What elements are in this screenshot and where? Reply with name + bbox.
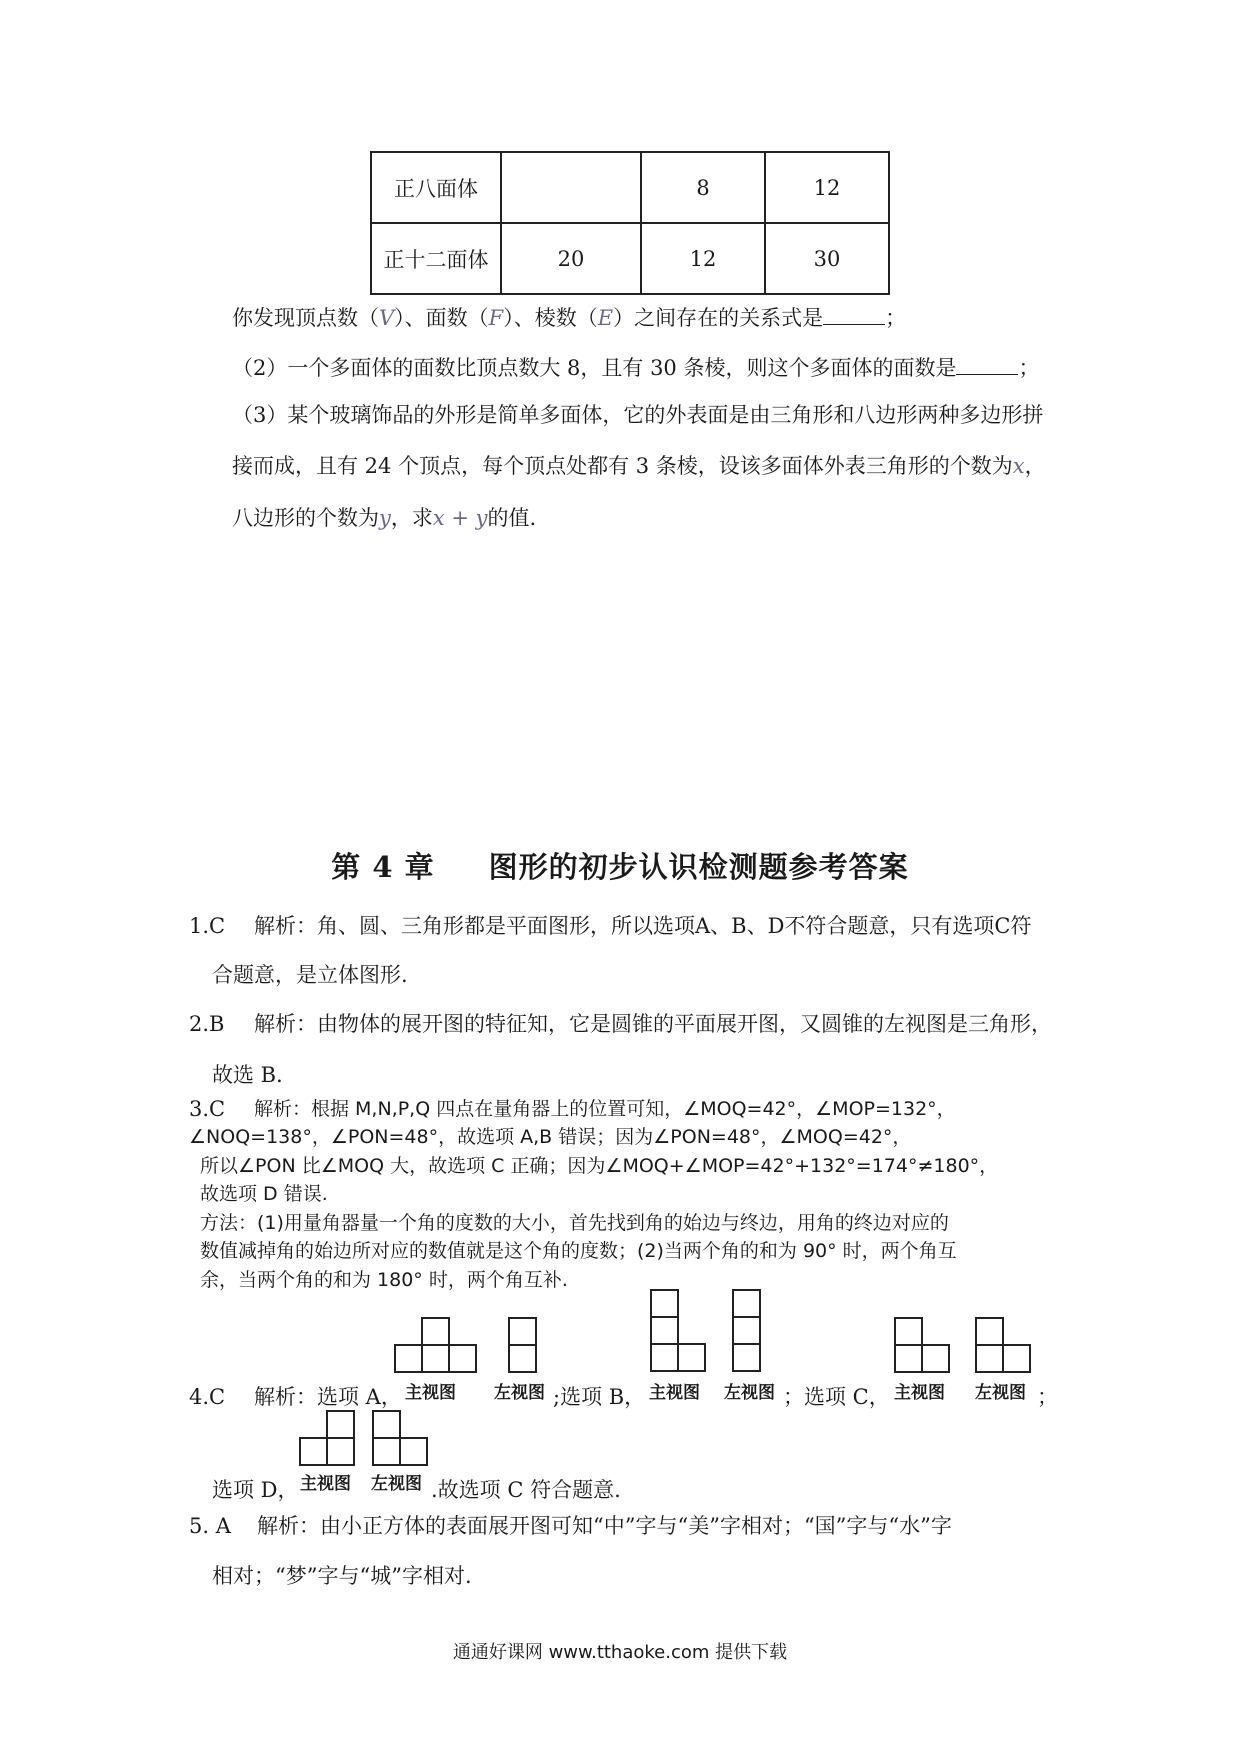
q3-text: ， bbox=[1024, 454, 1046, 478]
math-x-plus-y: x + y bbox=[432, 506, 488, 530]
math-v: V bbox=[379, 306, 395, 330]
q3-text: 接而成，且有 24 个顶点，每个顶点处都有 3 条棱，设该多面体外表三角形的个数为 bbox=[232, 454, 1013, 478]
question-3-line-3 bbox=[232, 504, 536, 532]
q3-text: ，求 bbox=[390, 506, 433, 530]
answer-5-line-2: 相对；“梦”字与“城”字相对. bbox=[212, 1564, 472, 1588]
option-c-left-view bbox=[975, 1317, 1031, 1373]
q1-text: ； bbox=[885, 306, 907, 330]
option-a-main-label: 主视图 bbox=[405, 1383, 456, 1403]
answer-3-method-3: 余，当两个角的和为 180° 时，两个角互补. bbox=[200, 1269, 568, 1291]
answer-3-method-2: 数值减掉角的始边所对应的数值就是这个角的度数；(2)当两个角的和为 90° 时，两个角互 bbox=[200, 1240, 957, 1262]
option-d-left-label: 左视图 bbox=[371, 1474, 422, 1494]
option-c-main-label: 主视图 bbox=[894, 1383, 945, 1403]
answer-4-sep-c: ；选项 C， bbox=[783, 1385, 890, 1409]
q1-text: ）、棱数（ bbox=[503, 306, 598, 330]
option-b-main-label: 主视图 bbox=[649, 1383, 700, 1403]
answer-4-sep-b: ;选项 B， bbox=[553, 1385, 646, 1409]
option-c-main-view bbox=[894, 1317, 950, 1373]
answer-1-line-1: 解析：角、圆、三角形都是平面图形，所以选项A、B、D不符合题意，只有选项C符 bbox=[254, 914, 1032, 938]
q1-text: ）、面数（ bbox=[394, 306, 489, 330]
answer-4-label: 解析：选项 A， bbox=[254, 1385, 402, 1409]
table-cell: 12 bbox=[765, 152, 889, 223]
answer-2-line-1: 解析：由物体的展开图的特征知，它是圆锥的平面展开图，又圆锥的左视图是三角形， bbox=[254, 1012, 1052, 1036]
table-cell: 正十二面体 bbox=[371, 223, 501, 294]
option-a-left-label: 左视图 bbox=[494, 1383, 545, 1403]
answer-3-method-1: 方法：(1)用量角器量一个角的度数的大小，首先找到角的始边与终边，用角的终边对应的 bbox=[200, 1212, 949, 1234]
q1-text: 你发现顶点数（ bbox=[232, 306, 379, 330]
answer-4-sep-end: ； bbox=[1037, 1385, 1058, 1409]
q3-text: 的值. bbox=[487, 506, 537, 530]
page-title bbox=[0, 845, 1240, 886]
answer-blank bbox=[956, 352, 1018, 375]
table-cell: 8 bbox=[641, 152, 765, 223]
option-d-left-view bbox=[372, 1410, 428, 1466]
table-row bbox=[371, 223, 889, 294]
q2-text: （2）一个多面体的面数比顶点数大 8，且有 30 条棱，则这个多面体的面数是 bbox=[232, 356, 957, 380]
table-row bbox=[371, 152, 889, 223]
answer-1-number: 1.C bbox=[189, 914, 226, 938]
option-d-main-label: 主视图 bbox=[300, 1474, 351, 1494]
option-c-left-label: 左视图 bbox=[975, 1383, 1026, 1403]
math-y: y bbox=[379, 506, 391, 530]
question-3-line-1: （3）某个玻璃饰品的外形是简单多面体，它的外表面是由三角形和八边形两种多边形拼 bbox=[232, 403, 1044, 427]
answer-4-conclusion: .故选项 C 符合题意. bbox=[431, 1478, 621, 1502]
answer-4-number: 4.C bbox=[189, 1385, 226, 1409]
answer-2-line-2: 故选 B． bbox=[212, 1063, 298, 1087]
math-f: F bbox=[488, 306, 504, 330]
option-a-left-view bbox=[508, 1317, 538, 1373]
answer-blank bbox=[823, 302, 885, 325]
option-b-left-label: 左视图 bbox=[724, 1383, 775, 1403]
table-cell: 12 bbox=[641, 223, 765, 294]
q1-text: ）之间存在的关系式是 bbox=[613, 306, 824, 330]
chapter-title: 图形的初步认识检测题参考答案 bbox=[488, 850, 909, 884]
question-2 bbox=[232, 352, 1039, 382]
chapter-number: 第 4 章 bbox=[331, 850, 435, 884]
answer-5-line-1: 解析：由小正方体的表面展开图可知“中”字与“美”字相对；“国”字与“水”字 bbox=[257, 1514, 952, 1538]
table-cell: 20 bbox=[501, 223, 641, 294]
polyhedra-table bbox=[370, 151, 890, 295]
answer-3-line-2: ∠NOQ=138°，∠PON=48°，故选项 A,B 错误；因为∠PON=48°，∠MOQ=42°， bbox=[189, 1126, 912, 1148]
option-b-main-view bbox=[650, 1289, 706, 1373]
q3-text: 八边形的个数为 bbox=[232, 506, 379, 530]
table-cell: 30 bbox=[765, 223, 889, 294]
option-b-left-view bbox=[732, 1289, 762, 1373]
answer-1-line-2: 合题意，是立体图形. bbox=[212, 963, 408, 987]
math-x: x bbox=[1012, 454, 1025, 478]
option-a-main-view bbox=[394, 1317, 478, 1373]
answer-5-number: 5. A bbox=[189, 1514, 231, 1538]
answer-2-number: 2.B bbox=[189, 1012, 225, 1036]
table-cell bbox=[501, 152, 641, 223]
table-cell: 正八面体 bbox=[371, 152, 501, 223]
answer-3-number: 3.C bbox=[189, 1097, 226, 1121]
q2-text: ； bbox=[1018, 356, 1040, 380]
answer-3-line-1: 解析：根据 M,N,P,Q 四点在量角器上的位置可知，∠MOQ=42°，∠MOP=132°， bbox=[254, 1098, 956, 1120]
question-1 bbox=[232, 302, 906, 332]
answer-3-line-3: 所以∠PON 比∠MOQ 大，故选项 C 正确；因为∠MOQ+∠MOP=42°+132°=174°≠180°， bbox=[200, 1155, 999, 1177]
footer-credit: 通通好课网 www.tthaoke.com 提供下载 bbox=[452, 1642, 788, 1663]
question-3-line-2 bbox=[232, 452, 1046, 480]
answer-4-d-label: 选项 D， bbox=[212, 1478, 299, 1502]
option-d-main-view bbox=[299, 1410, 355, 1466]
math-e: E bbox=[597, 306, 614, 330]
answer-3-line-4: 故选项 D 错误. bbox=[200, 1183, 328, 1205]
